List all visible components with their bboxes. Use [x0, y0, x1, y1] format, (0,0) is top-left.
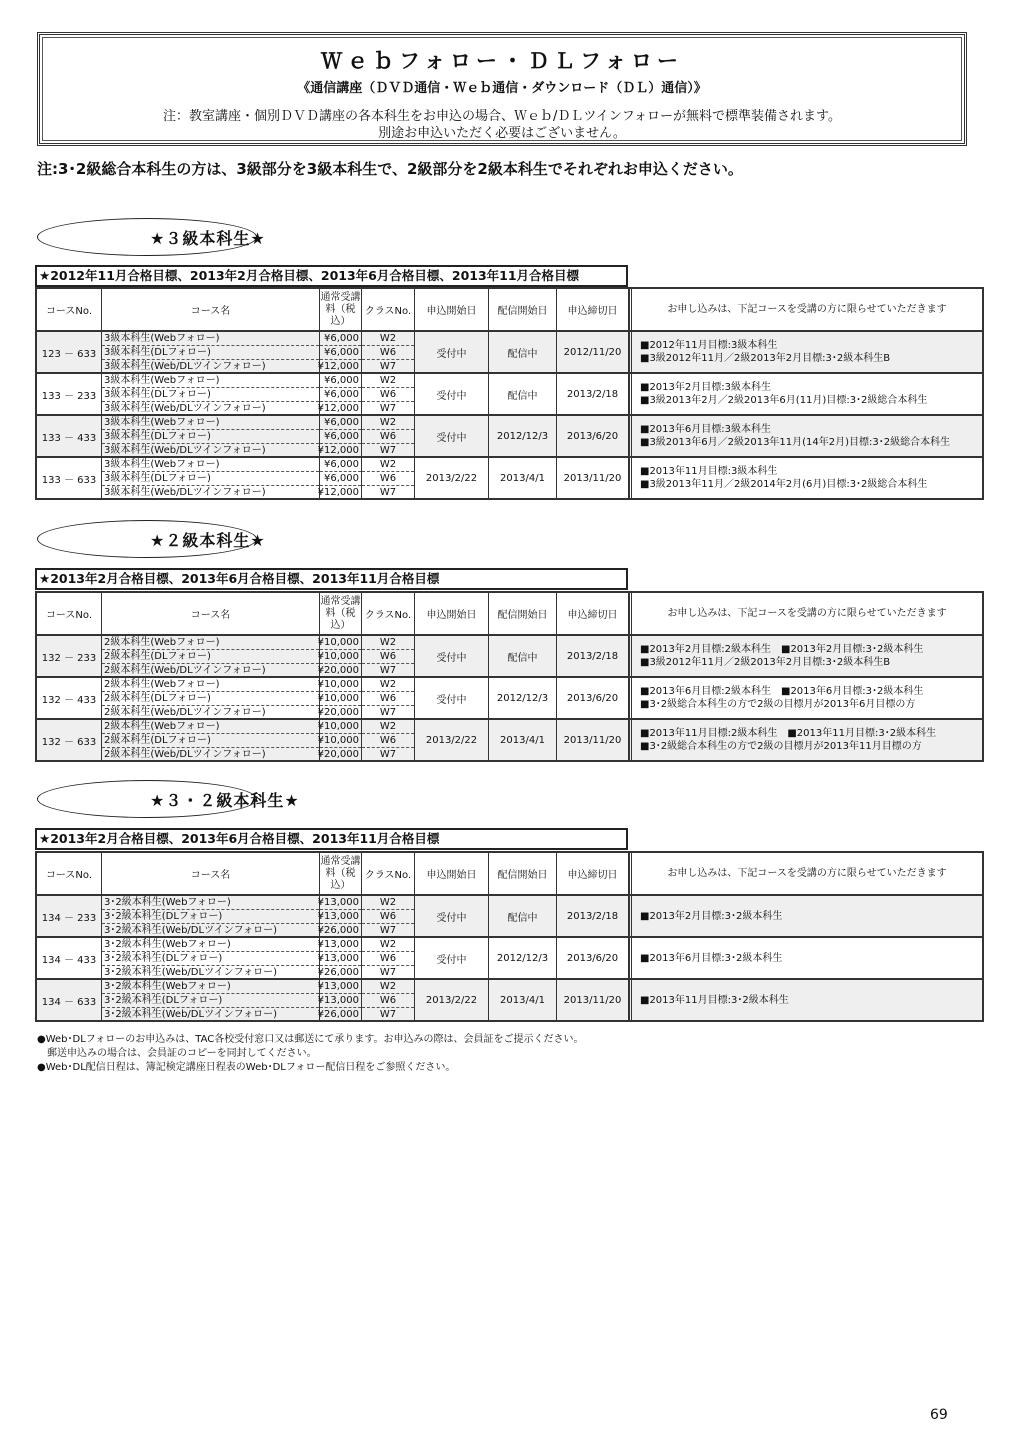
sub-list: [362, 636, 414, 676]
price-line: ¥13,000: [317, 981, 359, 992]
note-line: ■2012年11月目標:3級本科生: [640, 340, 778, 351]
footer-notes: [37, 1033, 583, 1075]
sub-list: [317, 678, 361, 718]
footer-line: 郵送申込みの場合は、会員証のコピーを同封してください。: [37, 1048, 317, 1059]
bold-note: 注:3･2級総合本科生の方は、3級部分を3級本科生で、2級部分を2級本科生でそれぞれお申込ください。: [37, 160, 743, 178]
column-header: 通常受講料（税込）: [320, 853, 362, 894]
course-line: 3･2級本科生(DLフォロー): [102, 910, 319, 924]
classe-line: W7: [379, 749, 397, 760]
note-line: ■3級2012年11月／2級2013年2月目標:3･2級本科生B: [640, 657, 891, 668]
classe-line: W7: [379, 1009, 397, 1020]
column-header: 申込締切日: [557, 853, 629, 894]
table-row: [37, 414, 982, 456]
note-line: ■3級2013年2月／2級2013年6月(11月)目標:3･2級総合本科生: [640, 395, 928, 406]
course-table: [35, 591, 984, 762]
table-row: [37, 894, 982, 936]
column-header: 申込開始日: [415, 853, 489, 894]
price-line: ¥10,000: [317, 679, 359, 690]
price-line: ¥6,000: [320, 416, 361, 430]
classe-line: W6: [362, 994, 414, 1008]
application-start: 受付中: [415, 678, 489, 718]
table-header-row: [37, 593, 982, 634]
course-number: 134 － 633: [37, 980, 102, 1020]
application-deadline: 2013/2/18: [557, 374, 629, 414]
application-deadline: 2013/6/20: [557, 416, 629, 456]
course-line: 2級本科生(DLフォロー): [102, 734, 319, 748]
price-line: ¥26,000: [317, 1009, 359, 1020]
page-number: 69: [930, 1407, 948, 1423]
column-header: 申込締切日: [557, 289, 629, 330]
classe-line: W2: [362, 332, 414, 346]
application-start: 2013/2/22: [415, 458, 489, 498]
footer-line: ●Web･DLフォローのお申込みは、TAC各校受付窓口又は郵送にて承ります。お申込みの際は、会員証をご提示ください。: [37, 1034, 584, 1045]
column-header: 通常受講料（税込）: [320, 289, 362, 330]
page-subtitle: 《通信講座（ＤＶＤ通信・Ｗｅｂ通信・ダウンロード（ＤＬ）通信）》: [297, 81, 707, 96]
delivery-start: 配信中: [489, 374, 557, 414]
delivery-start: 2013/4/1: [489, 458, 557, 498]
eligibility-notes: [629, 416, 982, 456]
section-heading: ★３級本科生★: [150, 229, 266, 248]
price-line: ¥6,000: [320, 332, 361, 346]
price-line: ¥13,000: [317, 897, 359, 908]
course-line: 3級本科生(Webフォロー): [102, 332, 319, 346]
course-prices: [317, 678, 362, 718]
sub-list: [317, 720, 361, 760]
course-line: 2級本科生(DLフォロー): [102, 650, 319, 664]
note-line: ■2013年11月目標:3･2級本科生: [640, 994, 789, 1006]
course-line: 3級本科生(Web/DLツインフォロー): [104, 445, 266, 456]
price-line: ¥6,000: [320, 346, 361, 360]
course-courses: [102, 938, 320, 978]
course-number: 133 － 633: [37, 458, 102, 498]
sub-list: [317, 938, 361, 978]
page-title: Ｗｅｂフォロー・ＤＬフォロー: [321, 49, 683, 73]
course-number: 132 － 433: [37, 678, 102, 718]
course-line: 2級本科生(Web/DLツインフォロー): [104, 665, 266, 676]
price-line: ¥10,000: [317, 735, 359, 746]
course-courses: [102, 678, 320, 718]
price-line: ¥20,000: [317, 707, 359, 718]
course-line: 2級本科生(Web/DLツインフォロー): [104, 749, 266, 760]
course-classes: [362, 636, 415, 676]
delivery-start: 2013/4/1: [489, 980, 557, 1020]
course-classes: [362, 720, 415, 760]
course-line: 3級本科生(Web/DLツインフォロー): [104, 403, 266, 414]
classe-line: W2: [362, 678, 414, 692]
table-row: [37, 372, 982, 414]
column-header: 通常受講料（税込）: [320, 593, 362, 634]
price-line: ¥6,000: [320, 388, 361, 402]
classe-line: W7: [379, 925, 397, 936]
application-start: 受付中: [415, 332, 489, 372]
application-start: 受付中: [415, 636, 489, 676]
price-line: ¥6,000: [320, 472, 361, 486]
application-deadline: 2013/11/20: [557, 980, 629, 1020]
sub-list: [317, 332, 361, 372]
column-header: コースNo.: [37, 289, 102, 330]
application-start: 受付中: [415, 896, 489, 936]
table-row: [37, 936, 982, 978]
course-line: 3級本科生(DLフォロー): [102, 346, 319, 360]
table-header-row: [37, 289, 982, 330]
eligibility-notes: [629, 678, 982, 718]
notes-wrap: [640, 727, 936, 753]
sub-list: [102, 938, 319, 978]
classe-line: W2: [362, 416, 414, 430]
price-line: ¥12,000: [317, 487, 359, 498]
course-prices: [317, 896, 362, 936]
note-line: ■2013年6月目標:3･2級本科生: [640, 952, 783, 964]
course-line: 3･2級本科生(DLフォロー): [102, 952, 319, 966]
section-title: ★2013年2月合格目標、2013年6月合格目標、2013年11月合格目標: [35, 568, 628, 590]
course-classes: [362, 678, 415, 718]
section-title: ★2013年2月合格目標、2013年6月合格目標、2013年11月合格目標: [35, 828, 628, 850]
column-header: 申込締切日: [557, 593, 629, 634]
notes-wrap: [640, 339, 890, 365]
course-line: 3級本科生(Web/DLツインフォロー): [104, 487, 266, 498]
course-prices: [317, 458, 362, 498]
classe-line: W7: [379, 403, 397, 414]
application-start: 2013/2/22: [415, 980, 489, 1020]
sub-list: [362, 980, 414, 1020]
application-start: 2013/2/22: [415, 720, 489, 760]
column-header: コース名: [102, 593, 320, 634]
delivery-start: 配信中: [489, 332, 557, 372]
note-line: ■3級2013年6月／2級2013年11月(14年2月)目標:3･2級総合本科生: [640, 437, 951, 448]
sub-list: [102, 374, 319, 414]
course-line: 3･2級本科生(Web/DLツインフォロー): [104, 1009, 277, 1020]
classe-line: W2: [362, 720, 414, 734]
sub-list: [317, 636, 361, 676]
course-classes: [362, 374, 415, 414]
column-header: クラスNo.: [362, 593, 415, 634]
course-line: 2級本科生(DLフォロー): [102, 692, 319, 706]
notes-wrap: [640, 465, 927, 491]
course-number: 132 － 233: [37, 636, 102, 676]
table-row: [37, 634, 982, 676]
course-line: 2級本科生(Web/DLツインフォロー): [104, 707, 266, 718]
classe-line: W2: [362, 636, 414, 650]
price-line: ¥10,000: [317, 693, 359, 704]
course-classes: [362, 332, 415, 372]
header-box: [37, 32, 967, 146]
course-number: 134 － 233: [37, 896, 102, 936]
eligibility-notes: [629, 458, 982, 498]
course-courses: [102, 896, 320, 936]
table-row: [37, 978, 982, 1020]
column-header: お申し込みは、下記コースを受講の方に限らせていただきます: [629, 593, 982, 634]
delivery-start: 2013/4/1: [489, 720, 557, 760]
sub-list: [317, 416, 361, 456]
delivery-start: 2012/12/3: [489, 416, 557, 456]
eligibility-notes: [629, 720, 982, 760]
sub-list: [102, 678, 319, 718]
course-prices: [317, 332, 362, 372]
course-line: 3級本科生(DLフォロー): [102, 388, 319, 402]
note-line: ■2013年2月目標:3･2級本科生: [640, 910, 783, 922]
note-line: ■2013年2月目標:3級本科生: [640, 382, 771, 393]
note-line: ■2013年6月目標:2級本科生 ■2013年6月目標:3･2級本科生: [640, 686, 924, 697]
delivery-start: 配信中: [489, 636, 557, 676]
column-header: 配信開始日: [489, 593, 557, 634]
course-classes: [362, 980, 415, 1020]
classe-line: W7: [379, 361, 397, 372]
table-header-row: [37, 853, 982, 894]
classe-line: W2: [362, 980, 414, 994]
note-line: ■3級2013年11月／2級2014年2月(6月)目標:3･2級総合本科生: [640, 479, 928, 490]
course-prices: [317, 374, 362, 414]
eligibility-notes: [629, 980, 982, 1020]
application-start: 受付中: [415, 416, 489, 456]
classe-line: W7: [379, 487, 397, 498]
footer-line: ●Web･DL配信日程は、簿記検定講座日程表のWeb･DLフォロー配信日程をご参照ください。: [37, 1062, 456, 1073]
application-deadline: 2013/6/20: [557, 678, 629, 718]
column-header: コースNo.: [37, 853, 102, 894]
course-line: 3･2級本科生(Webフォロー): [102, 896, 319, 910]
table-row: [37, 456, 982, 498]
course-line: 2級本科生(Webフォロー): [102, 636, 319, 650]
table-row: [37, 718, 982, 760]
section-heading: ★３・２級本科生★: [150, 791, 300, 810]
sub-list: [362, 678, 414, 718]
sub-list: [317, 896, 361, 936]
column-header: 申込開始日: [415, 593, 489, 634]
column-header: クラスNo.: [362, 289, 415, 330]
classe-line: W7: [379, 665, 397, 676]
course-table: [35, 287, 984, 500]
course-courses: [102, 636, 320, 676]
course-prices: [317, 416, 362, 456]
course-line: 3級本科生(Webフォロー): [102, 416, 319, 430]
course-line: 3･2級本科生(DLフォロー): [102, 994, 319, 1008]
course-prices: [317, 636, 362, 676]
price-line: ¥13,000: [317, 995, 359, 1006]
course-courses: [102, 458, 320, 498]
notes-wrap: [640, 643, 923, 669]
price-line: ¥12,000: [317, 403, 359, 414]
price-line: ¥10,000: [317, 637, 359, 648]
classe-line: W6: [362, 472, 414, 486]
price-line: ¥6,000: [320, 458, 361, 472]
course-courses: [102, 980, 320, 1020]
classe-line: W6: [362, 952, 414, 966]
course-classes: [362, 938, 415, 978]
application-start: 受付中: [415, 938, 489, 978]
eligibility-notes: [629, 332, 982, 372]
section-title: ★2012年11月合格目標、2013年2月合格目標、2013年6月合格目標、2013年11月合格目標: [35, 265, 628, 287]
note-line: ■2013年2月目標:2級本科生 ■2013年2月目標:3･2級本科生: [640, 644, 924, 655]
delivery-start: 2012/12/3: [489, 938, 557, 978]
application-deadline: 2013/2/18: [557, 636, 629, 676]
header-note-2: 別途お申込いただく必要はございません。: [378, 126, 626, 141]
price-line: ¥13,000: [317, 953, 359, 964]
course-number: 123 － 633: [37, 332, 102, 372]
course-line: 3･2級本科生(Web/DLツインフォロー): [104, 967, 277, 978]
sub-list: [362, 374, 414, 414]
sub-list: [317, 980, 361, 1020]
price-line: ¥13,000: [317, 911, 359, 922]
note-line: ■2013年11月目標:2級本科生 ■2013年11月目標:3･2級本科生: [640, 728, 937, 739]
course-courses: [102, 374, 320, 414]
notes-wrap: [640, 994, 789, 1007]
sub-list: [102, 896, 319, 936]
price-line: ¥20,000: [317, 749, 359, 760]
delivery-start: 2012/12/3: [489, 678, 557, 718]
course-line: 3級本科生(DLフォロー): [102, 430, 319, 444]
course-number: 132 － 633: [37, 720, 102, 760]
application-deadline: 2013/6/20: [557, 938, 629, 978]
classe-line: W7: [379, 707, 397, 718]
application-deadline: 2012/11/20: [557, 332, 629, 372]
course-classes: [362, 896, 415, 936]
note-line: ■3･2級総合本科生の方で2級の目標月が2013年6月目標の方: [640, 699, 916, 710]
classe-line: W2: [362, 458, 414, 472]
course-line: 3級本科生(Web/DLツインフォロー): [104, 361, 266, 372]
classe-line: W6: [362, 692, 414, 706]
column-header: クラスNo.: [362, 853, 415, 894]
note-line: ■2013年6月目標:3級本科生: [640, 424, 771, 435]
course-line: 3級本科生(Webフォロー): [102, 458, 319, 472]
sub-list: [362, 458, 414, 498]
application-deadline: 2013/11/20: [557, 720, 629, 760]
eligibility-notes: [629, 938, 982, 978]
application-deadline: 2013/11/20: [557, 458, 629, 498]
price-line: ¥12,000: [317, 445, 359, 456]
course-number: 134 － 433: [37, 938, 102, 978]
column-header: 申込開始日: [415, 289, 489, 330]
classe-line: W2: [362, 374, 414, 388]
sub-list: [102, 416, 319, 456]
sub-list: [362, 416, 414, 456]
notes-wrap: [640, 381, 927, 407]
sub-list: [102, 332, 319, 372]
course-number: 133 － 233: [37, 374, 102, 414]
notes-wrap: [640, 423, 950, 449]
classe-line: W2: [362, 896, 414, 910]
note-line: ■3級2012年11月／2級2013年2月目標:3･2級本科生B: [640, 353, 891, 364]
notes-wrap: [640, 910, 782, 923]
course-courses: [102, 416, 320, 456]
course-line: 3･2級本科生(Webフォロー): [102, 938, 319, 952]
course-courses: [102, 332, 320, 372]
sub-list: [317, 458, 361, 498]
price-line: ¥6,000: [320, 430, 361, 444]
classe-line: W6: [362, 346, 414, 360]
course-classes: [362, 416, 415, 456]
classe-line: W6: [362, 734, 414, 748]
column-header: 配信開始日: [489, 289, 557, 330]
table-row: [37, 676, 982, 718]
application-deadline: 2013/2/18: [557, 896, 629, 936]
classe-line: W2: [362, 938, 414, 952]
application-start: 受付中: [415, 374, 489, 414]
course-line: 2級本科生(Webフォロー): [102, 720, 319, 734]
course-line: 3級本科生(DLフォロー): [102, 472, 319, 486]
course-number: 133 － 433: [37, 416, 102, 456]
course-classes: [362, 458, 415, 498]
notes-wrap: [640, 952, 782, 965]
note-line: ■2013年11月目標:3級本科生: [640, 466, 778, 477]
course-line: 3級本科生(Webフォロー): [102, 374, 319, 388]
price-line: ¥26,000: [317, 925, 359, 936]
course-line: 2級本科生(Webフォロー): [102, 678, 319, 692]
sub-list: [362, 896, 414, 936]
column-header: お申し込みは、下記コースを受講の方に限らせていただきます: [629, 853, 982, 894]
price-line: ¥10,000: [317, 721, 359, 732]
column-header: お申し込みは、下記コースを受講の方に限らせていただきます: [629, 289, 982, 330]
eligibility-notes: [629, 896, 982, 936]
classe-line: W6: [362, 910, 414, 924]
price-line: ¥13,000: [317, 939, 359, 950]
sub-list: [362, 720, 414, 760]
course-prices: [317, 980, 362, 1020]
course-courses: [102, 720, 320, 760]
eligibility-notes: [629, 636, 982, 676]
sub-list: [317, 374, 361, 414]
sub-list: [102, 458, 319, 498]
sub-list: [102, 720, 319, 760]
eligibility-notes: [629, 374, 982, 414]
price-line: ¥26,000: [317, 967, 359, 978]
section-heading: ★２級本科生★: [150, 531, 266, 550]
course-line: 3･2級本科生(Web/DLツインフォロー): [104, 925, 277, 936]
sub-list: [362, 332, 414, 372]
course-prices: [317, 720, 362, 760]
classe-line: W7: [379, 967, 397, 978]
classe-line: W6: [362, 430, 414, 444]
classe-line: W7: [379, 445, 397, 456]
sub-list: [362, 938, 414, 978]
price-line: ¥6,000: [320, 374, 361, 388]
price-line: ¥10,000: [317, 651, 359, 662]
delivery-start: 配信中: [489, 896, 557, 936]
notes-wrap: [640, 685, 923, 711]
column-header: コースNo.: [37, 593, 102, 634]
sub-list: [102, 636, 319, 676]
header-note-1: 注：教室講座・個別ＤＶＤ講座の各本科生をお申込の場合、Ｗｅｂ/ＤＬツインフォローが無料で標準装備されます。: [162, 109, 842, 124]
course-prices: [317, 938, 362, 978]
classe-line: W6: [362, 650, 414, 664]
column-header: 配信開始日: [489, 853, 557, 894]
table-row: [37, 330, 982, 372]
classe-line: W6: [362, 388, 414, 402]
price-line: ¥12,000: [317, 361, 359, 372]
column-header: コース名: [102, 289, 320, 330]
column-header: コース名: [102, 853, 320, 894]
course-line: 3･2級本科生(Webフォロー): [102, 980, 319, 994]
price-line: ¥20,000: [317, 665, 359, 676]
sub-list: [102, 980, 319, 1020]
course-table: [35, 851, 984, 1022]
note-line: ■3･2級総合本科生の方で2級の目標月が2013年11月目標の方: [640, 741, 922, 752]
